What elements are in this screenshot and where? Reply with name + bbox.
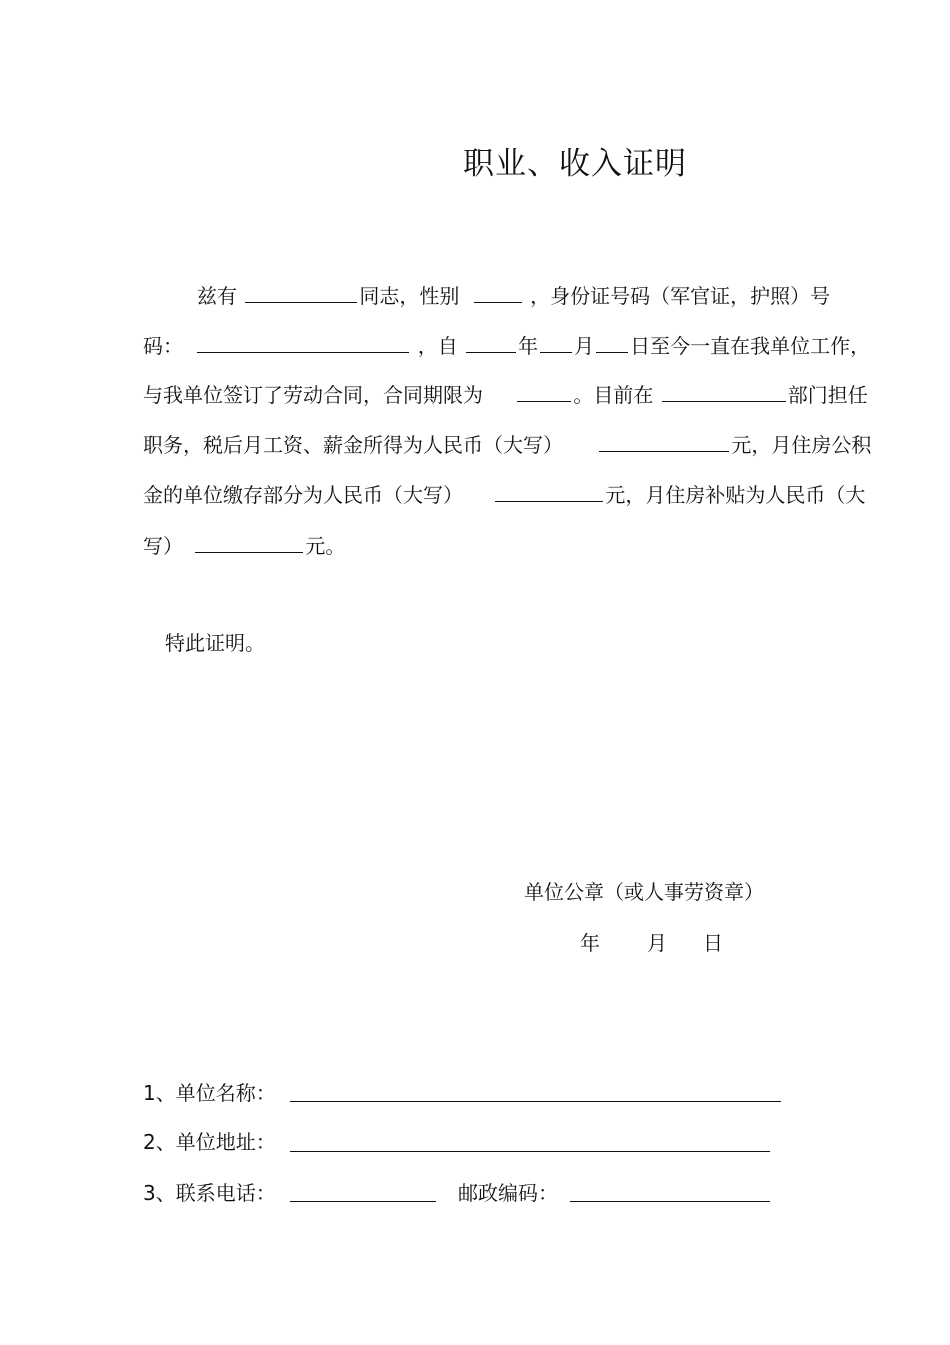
- day-blank[interactable]: [596, 330, 628, 353]
- sign-day: 日: [703, 931, 723, 955]
- text: ，身份证号码（军官证，护照）号: [530, 284, 831, 308]
- phone-label: 3、联系电话：: [143, 1181, 276, 1205]
- company-address-field[interactable]: [290, 1151, 770, 1152]
- paragraph-line-3: [143, 379, 868, 409]
- text: 部门担任: [787, 383, 868, 407]
- text: 。目前在: [573, 383, 654, 407]
- text: 写）: [143, 534, 183, 558]
- department-blank[interactable]: [662, 379, 786, 402]
- text: 元。: [305, 534, 346, 558]
- paragraph-line-2: [143, 330, 870, 360]
- company-address-label: 2、单位地址：: [143, 1130, 276, 1154]
- name-blank[interactable]: [245, 280, 357, 303]
- phone-field[interactable]: [290, 1201, 436, 1202]
- paragraph-line-5: [143, 479, 865, 509]
- text: 码：: [143, 334, 183, 358]
- text: 职务，税后月工资、薪金所得为人民币（大写）: [143, 433, 563, 457]
- postcode-field[interactable]: [570, 1201, 770, 1202]
- text: 日至今一直在我单位工作，: [630, 334, 871, 358]
- year-blank[interactable]: [466, 330, 516, 353]
- text: 年: [518, 334, 539, 358]
- paragraph-line-6: [143, 530, 345, 560]
- text: 元，月住房公积: [731, 433, 872, 457]
- text: 同志，性别: [359, 284, 460, 308]
- paragraph-line-1: [197, 280, 830, 310]
- text: 金的单位缴存部分为人民币（大写）: [143, 483, 463, 507]
- salary-blank[interactable]: [599, 429, 729, 452]
- postcode-label: 邮政编码：: [458, 1181, 558, 1205]
- document-title: 职业、收入证明: [463, 146, 687, 182]
- paragraph-line-4: [143, 429, 871, 459]
- text: ，自: [417, 334, 458, 358]
- housing-fund-blank[interactable]: [495, 479, 603, 502]
- month-blank[interactable]: [540, 330, 572, 353]
- text: 与我单位签订了劳动合同，合同期限为: [143, 383, 483, 407]
- text: 月: [574, 334, 595, 358]
- sign-month: 月: [647, 931, 667, 955]
- closing-text: 特此证明。: [165, 631, 265, 655]
- sign-year: 年: [580, 931, 600, 955]
- company-name-field[interactable]: [290, 1101, 781, 1102]
- text: 兹有: [197, 284, 237, 308]
- seal-label: 单位公章（或人事劳资章）: [524, 880, 764, 904]
- contract-term-blank[interactable]: [517, 379, 571, 402]
- housing-subsidy-blank[interactable]: [195, 530, 303, 553]
- company-name-label: 1、单位名称：: [143, 1081, 276, 1105]
- id-number-blank[interactable]: [197, 330, 409, 353]
- gender-blank[interactable]: [474, 280, 522, 303]
- text: 元，月住房补贴为人民币（大: [605, 483, 866, 507]
